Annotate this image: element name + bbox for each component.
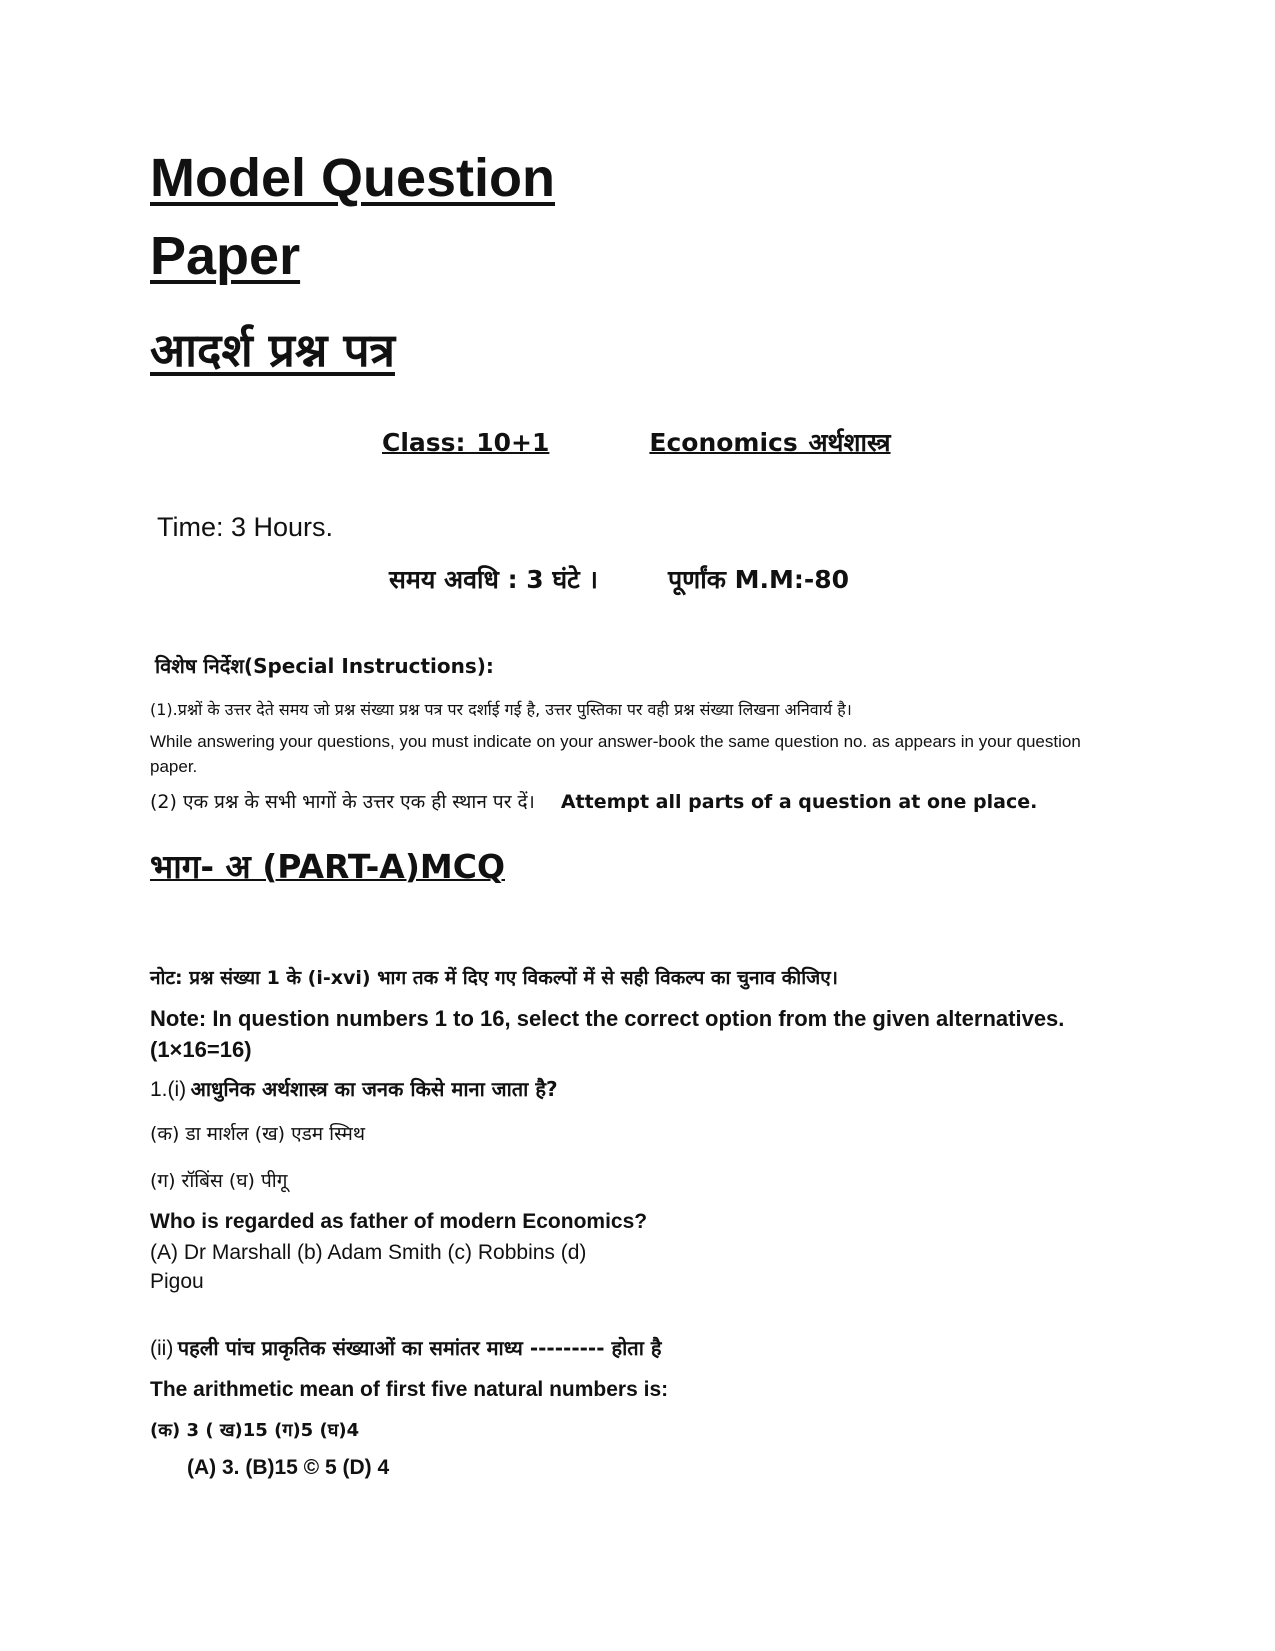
question-text-english: Who is regarded as father of modern Economics? xyxy=(150,1210,648,1233)
page-title-hindi: आदर्श प्रश्न पत्र xyxy=(150,323,395,377)
instruction-2-hindi: (2) एक प्रश्न के सभी भागों के उत्तर एक ही स्थान पर दें। xyxy=(150,791,535,813)
question-number: 1.(i) xyxy=(150,1078,187,1101)
subject-label: Economics अर्थशास्त्र xyxy=(649,428,891,457)
time-label: Time: 3 Hours. xyxy=(157,512,334,542)
part-heading: भाग- अ (PART-A)MCQ xyxy=(150,847,506,886)
question-1-line xyxy=(150,1075,558,1102)
question-text-hindi: आधुनिक अर्थशास्त्र का जनक किसे माना जाता है? xyxy=(190,1077,558,1101)
instruction-1-english: While answering your questions, you must indicate on your answer-book the same question no. as appears in your question paper. xyxy=(150,732,1081,776)
question-options-english: (A) 3. (B)15 © 5 (D) 4 xyxy=(187,1456,390,1479)
note-english: Note: In question numbers 1 to 16, select the correct option from the given alternatives. (1×16=16) xyxy=(150,1006,1065,1062)
question-options-hindi: (ग) रॉबिंस (घ) पीगू xyxy=(150,1170,288,1192)
duration-hindi: समय अवधि : 3 घंटे । xyxy=(389,565,598,594)
question-number: (ii) xyxy=(150,1337,174,1360)
duration-marks-line xyxy=(389,562,849,596)
question-2-line xyxy=(150,1334,661,1361)
instruction-2-english: Attempt all parts of a question at one place. xyxy=(560,791,1038,813)
class-subject-line xyxy=(382,425,891,459)
max-marks: पूर्णांक M.M:-80 xyxy=(667,565,850,594)
page-title-line1: Model Question xyxy=(150,148,555,208)
instruction-1-hindi: (1).प्रश्नों के उत्तर देते समय जो प्रश्न संख्या प्रश्न पत्र पर दर्शाई गई है, उत्तर पुस्तिका पर वही प्रश्न संख्या लिखना अनिवार्य है। xyxy=(150,700,852,719)
instruction-2-line xyxy=(150,788,1037,814)
question-options-english: Pigou xyxy=(150,1270,204,1293)
question-text-english: The arithmetic mean of first five natural numbers is: xyxy=(150,1378,669,1401)
question-options-english: (A) Dr Marshall (b) Adam Smith (c) Robbins (d) xyxy=(150,1241,587,1264)
class-label: Class: 10+1 xyxy=(382,428,550,457)
instructions-heading: विशेष निर्देश(Special Instructions): xyxy=(155,654,494,678)
note-hindi: नोट: प्रश्न संख्या 1 के (i-xvi) भाग तक में दिए गए विकल्पों में से सही विकल्प का चुनाव कीजिए। xyxy=(150,967,838,989)
page-title-line2: Paper xyxy=(150,226,301,286)
question-text-hindi: पहली पांच प्राकृतिक संख्याओं का समांतर माध्य --------- होता है xyxy=(177,1336,662,1360)
question-options-hindi: (क) 3 ( ख)15 (ग)5 (घ)4 xyxy=(150,1420,360,1441)
question-options-hindi: (क) डा मार्शल (ख) एडम स्मिथ xyxy=(150,1123,366,1145)
